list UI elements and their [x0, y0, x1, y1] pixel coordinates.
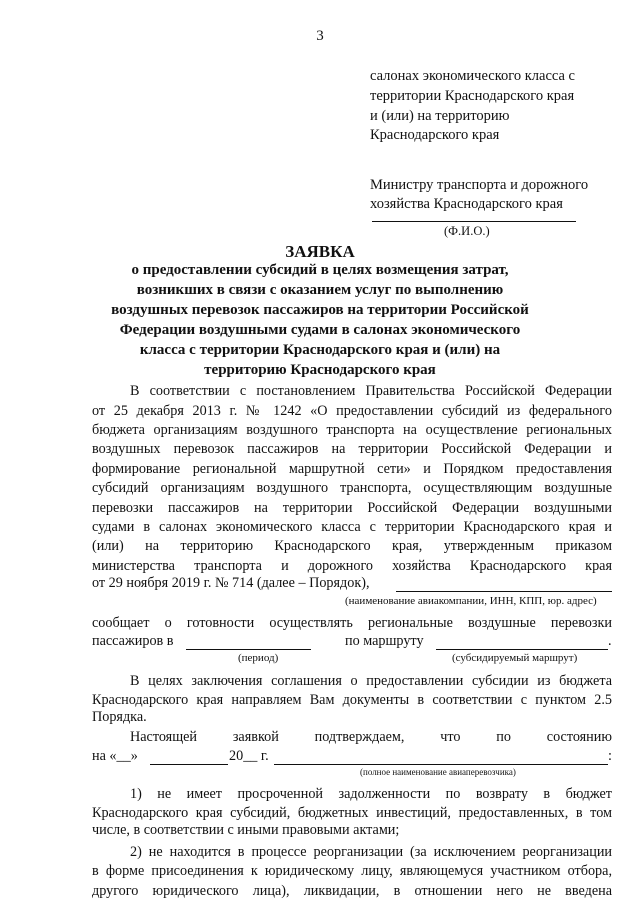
addressee-line: территории Краснодарского края	[370, 88, 575, 104]
body-line: Порядка.	[92, 709, 147, 725]
list-item: числе, в соответствии с иными правовыми актами;	[92, 822, 400, 838]
document-title: ЗАЯВКА	[285, 242, 355, 261]
list-item: Краснодарского края субсидий, бюджетных инвестиций, предоставленных, в том	[92, 805, 612, 821]
body-line: воздушных перевозок пассажиров на территории Российской Федерации и	[92, 441, 612, 457]
airline-field-line	[396, 591, 612, 592]
carrier-field-label: (полное наименование авиаперевозчика)	[360, 767, 516, 777]
body-line: пассажиров в	[92, 633, 174, 649]
title-line: о предоставлении субсидий в целях возмещения затрат,	[131, 262, 509, 278]
addressee-line: и (или) на территорию	[370, 108, 510, 124]
body-line: министерства транспорта и дорожного хозяйства Краснодарского края	[92, 558, 612, 574]
period-field-label: (период)	[238, 652, 279, 664]
list-item: 2) не находится в процессе реорганизации (за исключением реорганизации	[130, 844, 612, 860]
document-page: 3 салонах экономического класса с территории Краснодарского края и (или) на территорию Краснодарского края Министру транспорта и дорожного хозяйства Краснодарского края (Ф.И.О.) ЗАЯВКА о предоставлении субсидий в целях возмещения затрат, возникших в связи с оказанием услуг по выполнению воздушных перевозок пассажиров на территории Российской Федерации воздушными судами в салонах экономического класса с территории Краснодарского края и (или) на территорию Краснодарского края В соответствии с постановлением Правительства Российской Федерации от 25 декабря 2013 г. № 1242 «О предоставлении субсидий из федерального бюджета организациям воздушного транспорта на осуществление региональных воздушных перевозок пассажиров на территории Российской Федерации и формирование региональной маршрутной сети» и Порядком предоставления субсидий организациям воздушного транспорта, осуществляющим воздушные перевозки пассажиров на территории Российской Федерации воздушными судами в салонах экономического класса с территории Краснодарского края и (или) на территорию Краснодарского края, утвержденным приказом министерства транспорта и дорожного хозяйства Краснодарского края от 29 ноября 2019 г. № 714 (далее – Порядок), (наименование авиакомпании, ИНН, КПП, юр. адрес) сообщает о готовности осуществлять региональные воздушные перевозки пассажиров в по маршруту . (период) (субсидируемый маршрут) В целях заключения соглашения о предоставлении субсидии из бюджета Краснодарского края направляем Вам документы в соответствии с пунктом 2.5 Порядка. Настоящей заявкой подтверждаем, что по состоянию на «__» 20__ г. : (полное наименование авиаперевозчика) 1) не имеет просроченной задолженности по возврату в бюджет Краснодарского края субсидий, бюджетных инвестиций, предоставленных, в том числе, в соответствии с иными правовыми актами; 2) не находится в процессе реорганизации (за исключением реорганизации в форме присоединения к юридическому лицу, являющемуся участником отбора, другого юридического лица), ликвидации, в отношении него не введена	[0, 0, 640, 922]
body-line: сообщает о готовности осуществлять региональные воздушные перевозки	[92, 615, 612, 631]
body-line: по маршруту	[345, 633, 424, 649]
addressee-line: салонах экономического класса с	[370, 68, 575, 84]
body-line: В соответствии с постановлением Правительства Российской Федерации	[130, 383, 612, 399]
body-line: от 29 ноября 2019 г. № 714 (далее – Порядок),	[92, 575, 370, 591]
period-field-line	[186, 649, 311, 650]
list-item: 1) не имеет просроченной задолженности по возврату в бюджет	[130, 786, 612, 802]
body-line: от 25 декабря 2013 г. № 1242 «О предоставлении субсидий из федерального	[92, 403, 612, 419]
title-line: возникших в связи с оказанием услуг по выполнению	[136, 282, 504, 298]
title-line: класса с территории Краснодарского края и (или) на	[139, 342, 501, 358]
route-field-line	[436, 649, 608, 650]
body-line: (или) на территорию Краснодарского края, утвержденным приказом	[92, 538, 612, 554]
title-line: воздушных перевозок пассажиров на территории Российской	[111, 302, 529, 318]
date-field: на «__»	[92, 748, 138, 764]
body-line: бюджета организациям воздушного транспорта на осуществление региональных	[92, 422, 612, 438]
body-line: Краснодарского края направляем Вам документы в соответствии с пунктом 2.5	[92, 692, 612, 708]
page-number: 3	[316, 28, 324, 44]
list-item: в форме присоединения к юридическому лицу, являющемуся участником отбора,	[92, 863, 612, 879]
recipient-line: Министру транспорта и дорожного	[370, 177, 589, 193]
body-line: судами в салонах экономического класса с территории Краснодарского края и	[92, 519, 612, 535]
body-line: субсидий организациям воздушного транспорта, осуществляющим воздушные	[92, 480, 612, 496]
body-line: перевозки пассажиров на территории Российской Федерации воздушными	[92, 500, 612, 516]
fio-label: (Ф.И.О.)	[444, 224, 490, 238]
fio-underline	[372, 221, 576, 222]
body-line: В целях заключения соглашения о предоставлении субсидии из бюджета	[130, 673, 612, 689]
recipient-line: хозяйства Краснодарского края	[370, 196, 563, 212]
carrier-field-line	[274, 764, 608, 765]
list-item: другого юридического лица), ликвидации, в отношении него не введена	[92, 883, 612, 899]
date-year: 20__ г.	[229, 748, 269, 764]
title-line: Федерации воздушными судами в салонах экономического	[119, 322, 521, 338]
route-field-label: (субсидируемый маршрут)	[452, 652, 578, 664]
date-month-line	[150, 764, 228, 765]
airline-field-label: (наименование авиакомпании, ИНН, КПП, юр. адрес)	[345, 595, 597, 607]
body-line: формирование региональной маршрутной сети» и Порядком предоставления	[92, 461, 612, 477]
body-line: Настоящей заявкой подтверждаем, что по состоянию	[130, 729, 612, 745]
addressee-line: Краснодарского края	[370, 127, 500, 143]
title-line: территорию Краснодарского края	[204, 362, 436, 378]
